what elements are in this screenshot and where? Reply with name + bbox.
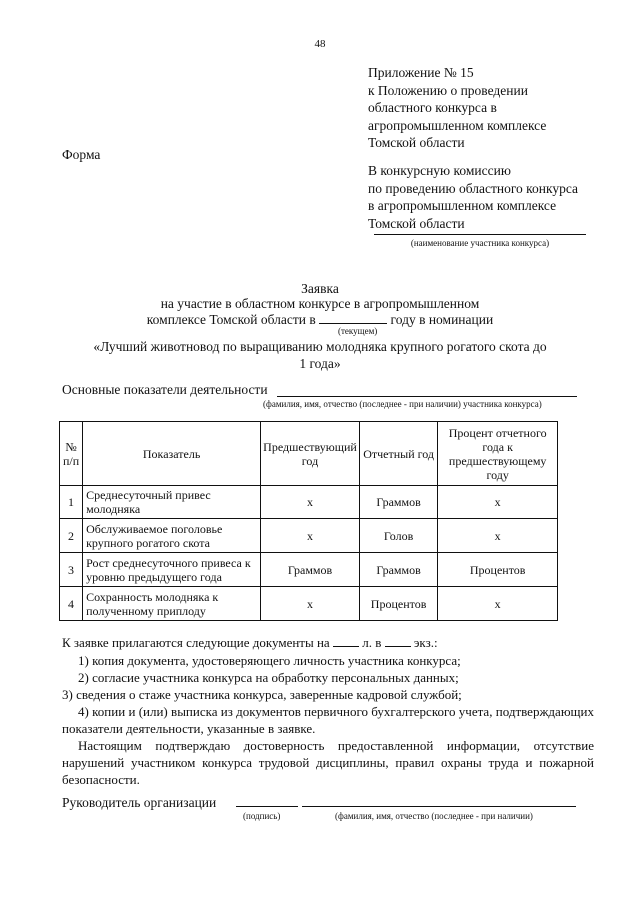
confirmation-text: Настоящим подтверждаю достоверность предоставленной информации, отсутствие нарушений участником конкурса трудовой дисциплины, правил охраны труда и пожарной безопасности. bbox=[62, 738, 594, 787]
cell-indicator: Рост среднесуточного привеса к уровню предыдущего года bbox=[83, 553, 261, 587]
request-line-1: на участие в областном конкурсе в агропромышленном bbox=[160, 296, 480, 311]
indicators-name-line bbox=[277, 396, 577, 397]
cell-num: 1 bbox=[60, 486, 83, 519]
document-item: 4) копии и (или) выписка из документов первичного бухгалтерского учета, подтверждающих показатели деятельности, указанные в заявке. bbox=[62, 704, 594, 736]
nomination-line-1: «Лучший животновод по выращиванию молодняка крупного рогатого скота до bbox=[93, 339, 547, 354]
cell-num: 2 bbox=[60, 519, 83, 553]
table-row bbox=[60, 519, 558, 553]
copies-count-field[interactable] bbox=[385, 646, 411, 647]
document-item: 2) согласие участника конкурса на обработку персональных данных; bbox=[78, 670, 459, 685]
cell-indicator: Среднесуточный привес молодняка bbox=[83, 486, 261, 519]
appendix-line: областного конкурса в bbox=[368, 100, 497, 115]
signature-label: Руководитель организации bbox=[62, 795, 217, 810]
addressee-line: Томской области bbox=[368, 215, 465, 231]
appendix-block bbox=[368, 64, 546, 152]
signature-line[interactable] bbox=[236, 806, 298, 807]
appendix-line: Приложение № 15 bbox=[368, 65, 474, 80]
request-title: Заявка bbox=[301, 281, 339, 296]
cell-previous: х bbox=[261, 587, 360, 621]
addressee-block bbox=[368, 162, 578, 232]
addressee-line: В конкурсную комиссию bbox=[368, 163, 511, 178]
cell-reporting: Процентов bbox=[359, 587, 438, 621]
head-name-caption: (фамилия, имя, отчество (последнее - при наличии) bbox=[335, 811, 533, 821]
cell-percent: х bbox=[438, 519, 558, 553]
header-reporting: Отчетный год bbox=[359, 422, 438, 486]
header-percent: Процент отчетного года к предшествующему году bbox=[438, 422, 558, 486]
appendix-line: агропромышленном комплексе bbox=[368, 117, 547, 133]
header-previous: Предшествующий год bbox=[261, 422, 360, 486]
head-name-line[interactable] bbox=[302, 806, 576, 807]
indicators-table bbox=[59, 421, 558, 621]
cell-percent: х bbox=[438, 587, 558, 621]
cell-reporting: Граммов bbox=[359, 553, 438, 587]
addressee-line: по проведению областного конкурса bbox=[368, 180, 579, 196]
documents-intro bbox=[62, 634, 594, 651]
cell-num: 4 bbox=[60, 587, 83, 621]
table-row bbox=[60, 587, 558, 621]
cell-previous: Граммов bbox=[261, 553, 360, 587]
request-line-2 bbox=[0, 311, 640, 329]
year-field[interactable] bbox=[319, 323, 387, 324]
addressee-line: в агропромышленном комплексе bbox=[368, 198, 557, 213]
documents-intro-mid: л. в bbox=[362, 635, 382, 650]
cell-previous: х bbox=[261, 519, 360, 553]
cell-indicator: Обслуживаемое поголовье крупного рогатого скота bbox=[83, 519, 261, 553]
participant-name-line bbox=[374, 234, 586, 235]
header-num: № п/п bbox=[60, 422, 83, 486]
document-item: 1) копия документа, удостоверяющего личность участника конкурса; bbox=[78, 653, 461, 668]
cell-reporting: Граммов bbox=[359, 486, 438, 519]
appendix-line: Томской области bbox=[368, 135, 465, 150]
cell-percent: Процентов bbox=[438, 553, 558, 587]
request-line-2-end: году в номинации bbox=[390, 312, 494, 327]
table-row bbox=[60, 553, 558, 587]
header-indicator: Показатель bbox=[83, 422, 261, 486]
indicators-label: Основные показатели деятельности bbox=[62, 382, 268, 397]
year-caption: (текущем) bbox=[338, 326, 378, 336]
cell-percent: х bbox=[438, 486, 558, 519]
documents-intro-start: К заявке прилагаются следующие документы на bbox=[62, 635, 330, 650]
table-row bbox=[60, 486, 558, 519]
document-item: 3) сведения о стаже участника конкурса, заверенные кадровой службой; bbox=[62, 687, 462, 702]
request-line-2-start: комплексе Томской области в bbox=[146, 312, 316, 327]
cell-indicator: Сохранность молодняка к полученному приплоду bbox=[83, 587, 261, 621]
nomination-line-2: 1 года» bbox=[299, 356, 341, 371]
documents-intro-end: экз.: bbox=[413, 635, 438, 650]
signature-caption: (подпись) bbox=[243, 811, 281, 821]
appendix-line: к Положению о проведении bbox=[368, 82, 528, 98]
page-number: 48 bbox=[314, 38, 326, 50]
participant-name-caption: (наименование участника конкурса) bbox=[410, 238, 550, 248]
pages-count-field[interactable] bbox=[333, 646, 359, 647]
form-label: Форма bbox=[62, 147, 101, 162]
cell-reporting: Голов bbox=[359, 519, 438, 553]
indicators-caption: (фамилия, имя, отчество (последнее - при наличии) участника конкурса) bbox=[263, 399, 542, 409]
cell-previous: х bbox=[261, 486, 360, 519]
cell-num: 3 bbox=[60, 553, 83, 587]
table-header-row bbox=[60, 422, 558, 486]
